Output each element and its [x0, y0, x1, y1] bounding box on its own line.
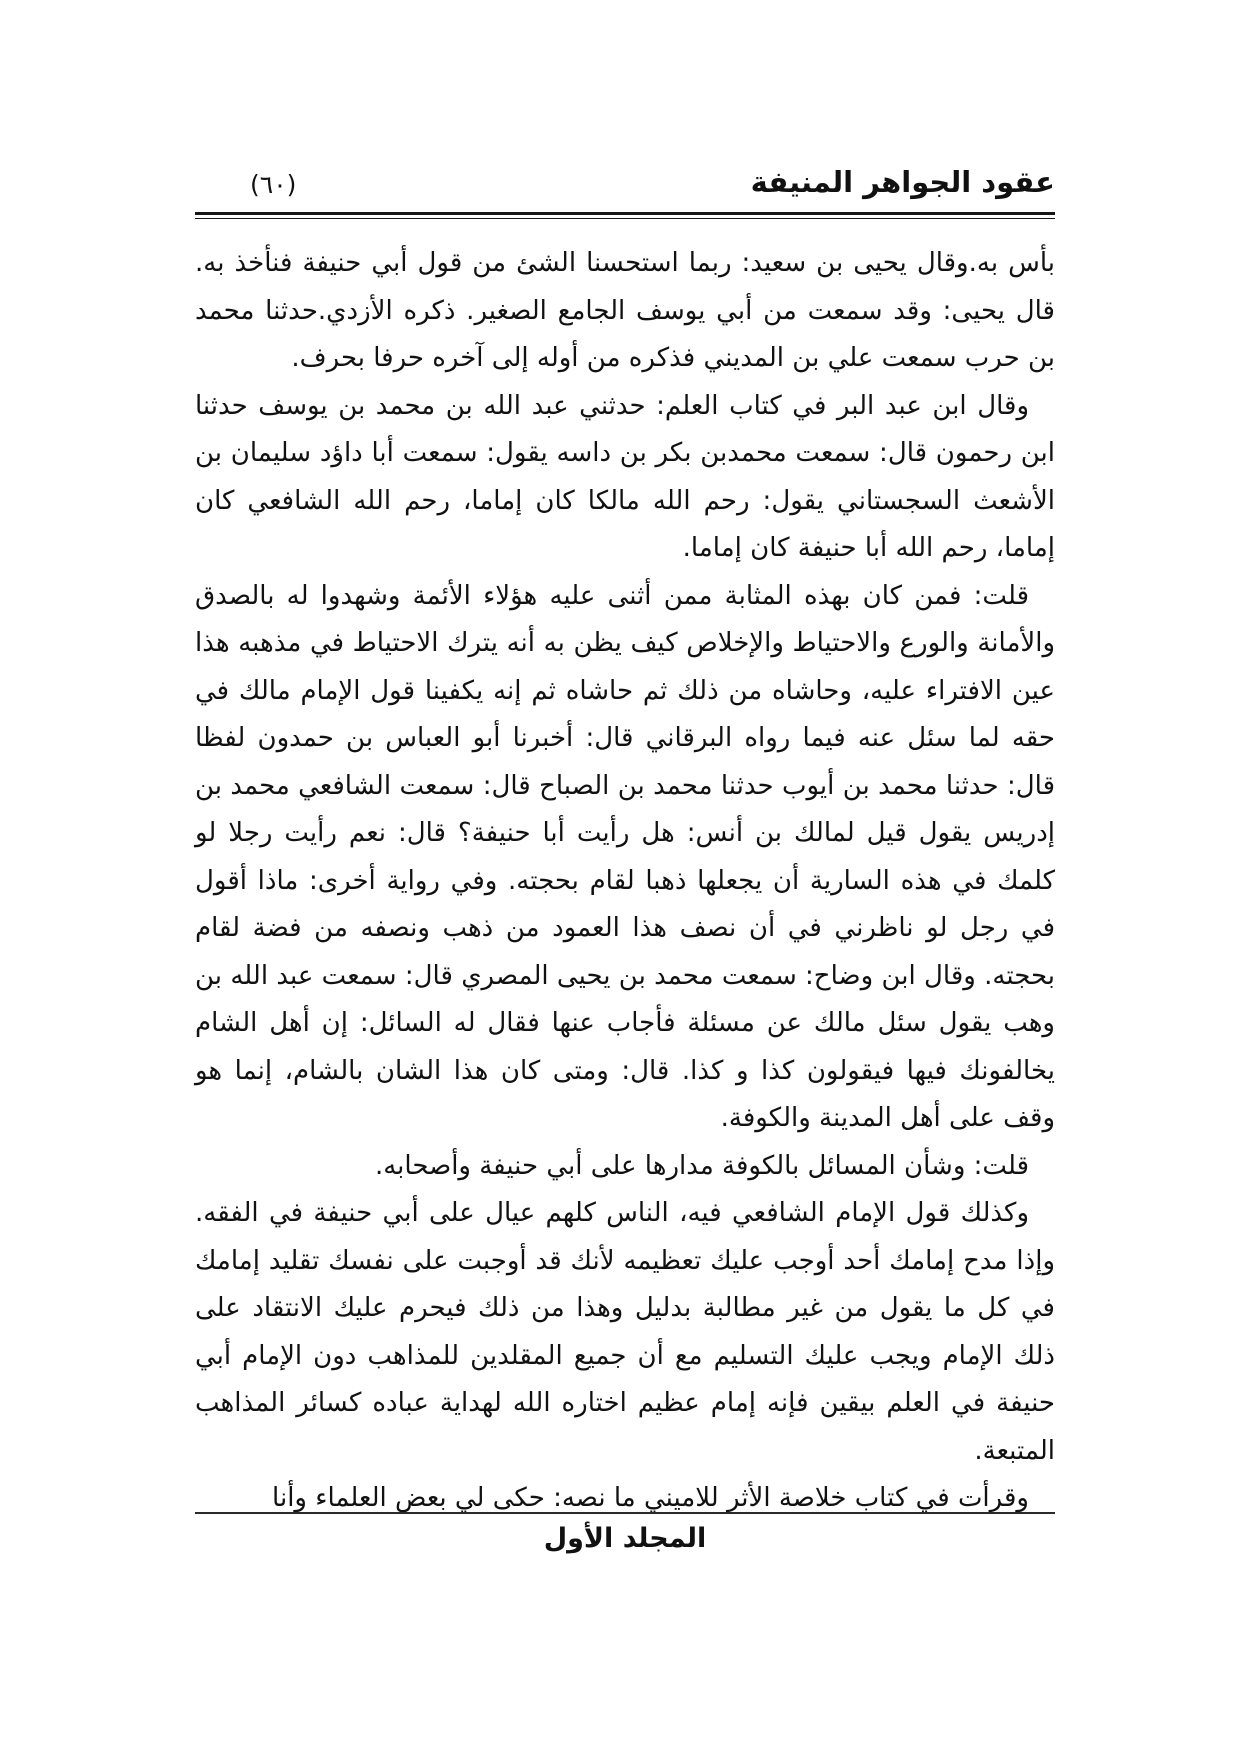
page-number: (٦٠) — [250, 170, 297, 199]
paragraph: قلت: فمن كان بهذه المثابة ممن أثنى عليه هؤلاء الأئمة وشهدوا له بالصدق والأمانة والورع والاحتياط والإخلاص كيف يظن به أنه يترك الاحتياط في مذهبه هذا عين الافتراء عليه، وحاشاه من ذلك ثم حاشاه ثم إنه يكفينا قول الإمام مالك في حقه لما سئل عنه فيما رواه البرقاني قال: أخبرنا أبو العباس بن حمدون لفظا قال: حدثنا محمد بن أيوب حدثنا محمد بن الصباح قال: سمعت الشافعي محمد بن إدريس يقول قيل لمالك بن أنس: هل رأيت أبا حنيفة؟ قال: نعم رأيت رجلا لو كلمك في هذه السارية أن يجعلها ذهبا لقام بحجته. وفي رواية أخرى: ماذا أقول في رجل لو ناظرني في أن نصف هذا العمود من ذهب ونصفه من فضة لقام بحجته. وقال ابن وضاح: سمعت محمد بن يحيى المصري قال: سمعت عبد الله بن وهب يقول سئل مالك عن مسئلة فأجاب عنها فقال له السائل: إن أهل الشام يخالفونك فيها فيقولون كذا و كذا. قال: ومتى كان هذا الشان بالشام، إنما هو وقف على أهل المدينة والكوفة. — [195, 580, 1055, 1133]
paragraph: وقال ابن عبد البر في كتاب العلم: حدثني عبد الله بن محمد بن يوسف حدثنا ابن رحمون قال: سمعت محمدبن بكر بن داسه يقول: سمعت أبا داؤد سليمان بن الأشعث السجستاني يقول: رحم الله مالكا كان إماما، رحم الله الشافعي كان إماما، رحم الله أبا حنيفة كان إماما. — [195, 390, 1055, 563]
running-title: عقود الجواهر المنيفة — [750, 165, 1055, 199]
body-text — [195, 240, 1055, 1523]
footer-rule — [195, 1512, 1055, 1514]
paragraph: وكذلك قول الإمام الشافعي فيه، الناس كلهم عيال على أبي حنيفة في الفقه. وإذا مدح إمامك أحد أوجب عليك تعظيمه لأنك قد أوجبت على نفسك تقليد إمامك في كل ما يقول من غير مطالبة بدليل وهذا من ذلك فيحرم عليك الانتقاد على ذلك الإمام ويجب عليك التسليم مع أن جميع المقلدين للمذاهب دون الإمام أبي حنيفة في العلم بيقين فإنه إمام عظيم اختاره الله لهداية عباده كسائر المذاهب المتبعة. — [195, 1198, 1055, 1466]
paragraph-continuation: بأس به.وقال يحيى بن سعيد: ربما استحسنا الشئ من قول أبي حنيفة فنأخذ به. قال يحيى: وقد سمعت من أبي يوسف الجامع الصغير. ذكره الأزدي.حدثنا محمد بن حرب سمعت علي بن المديني فذكره من أوله إلى آخره حرفا بحرف. — [195, 248, 1055, 373]
page-content — [195, 0, 1055, 1523]
page-header — [195, 165, 1055, 199]
paragraph: قلت: وشأن المسائل بالكوفة مدارها على أبي حنيفة وأصحابه. — [374, 1150, 1029, 1181]
paragraph: وقرأت في كتاب خلاصة الأثر للاميني ما نصه: حكى لي بعض العلماء وأنا — [272, 1483, 1029, 1513]
page-footer — [195, 1512, 1055, 1554]
header-rule — [195, 212, 1055, 219]
volume-label: المجلد الأول — [543, 1523, 707, 1554]
